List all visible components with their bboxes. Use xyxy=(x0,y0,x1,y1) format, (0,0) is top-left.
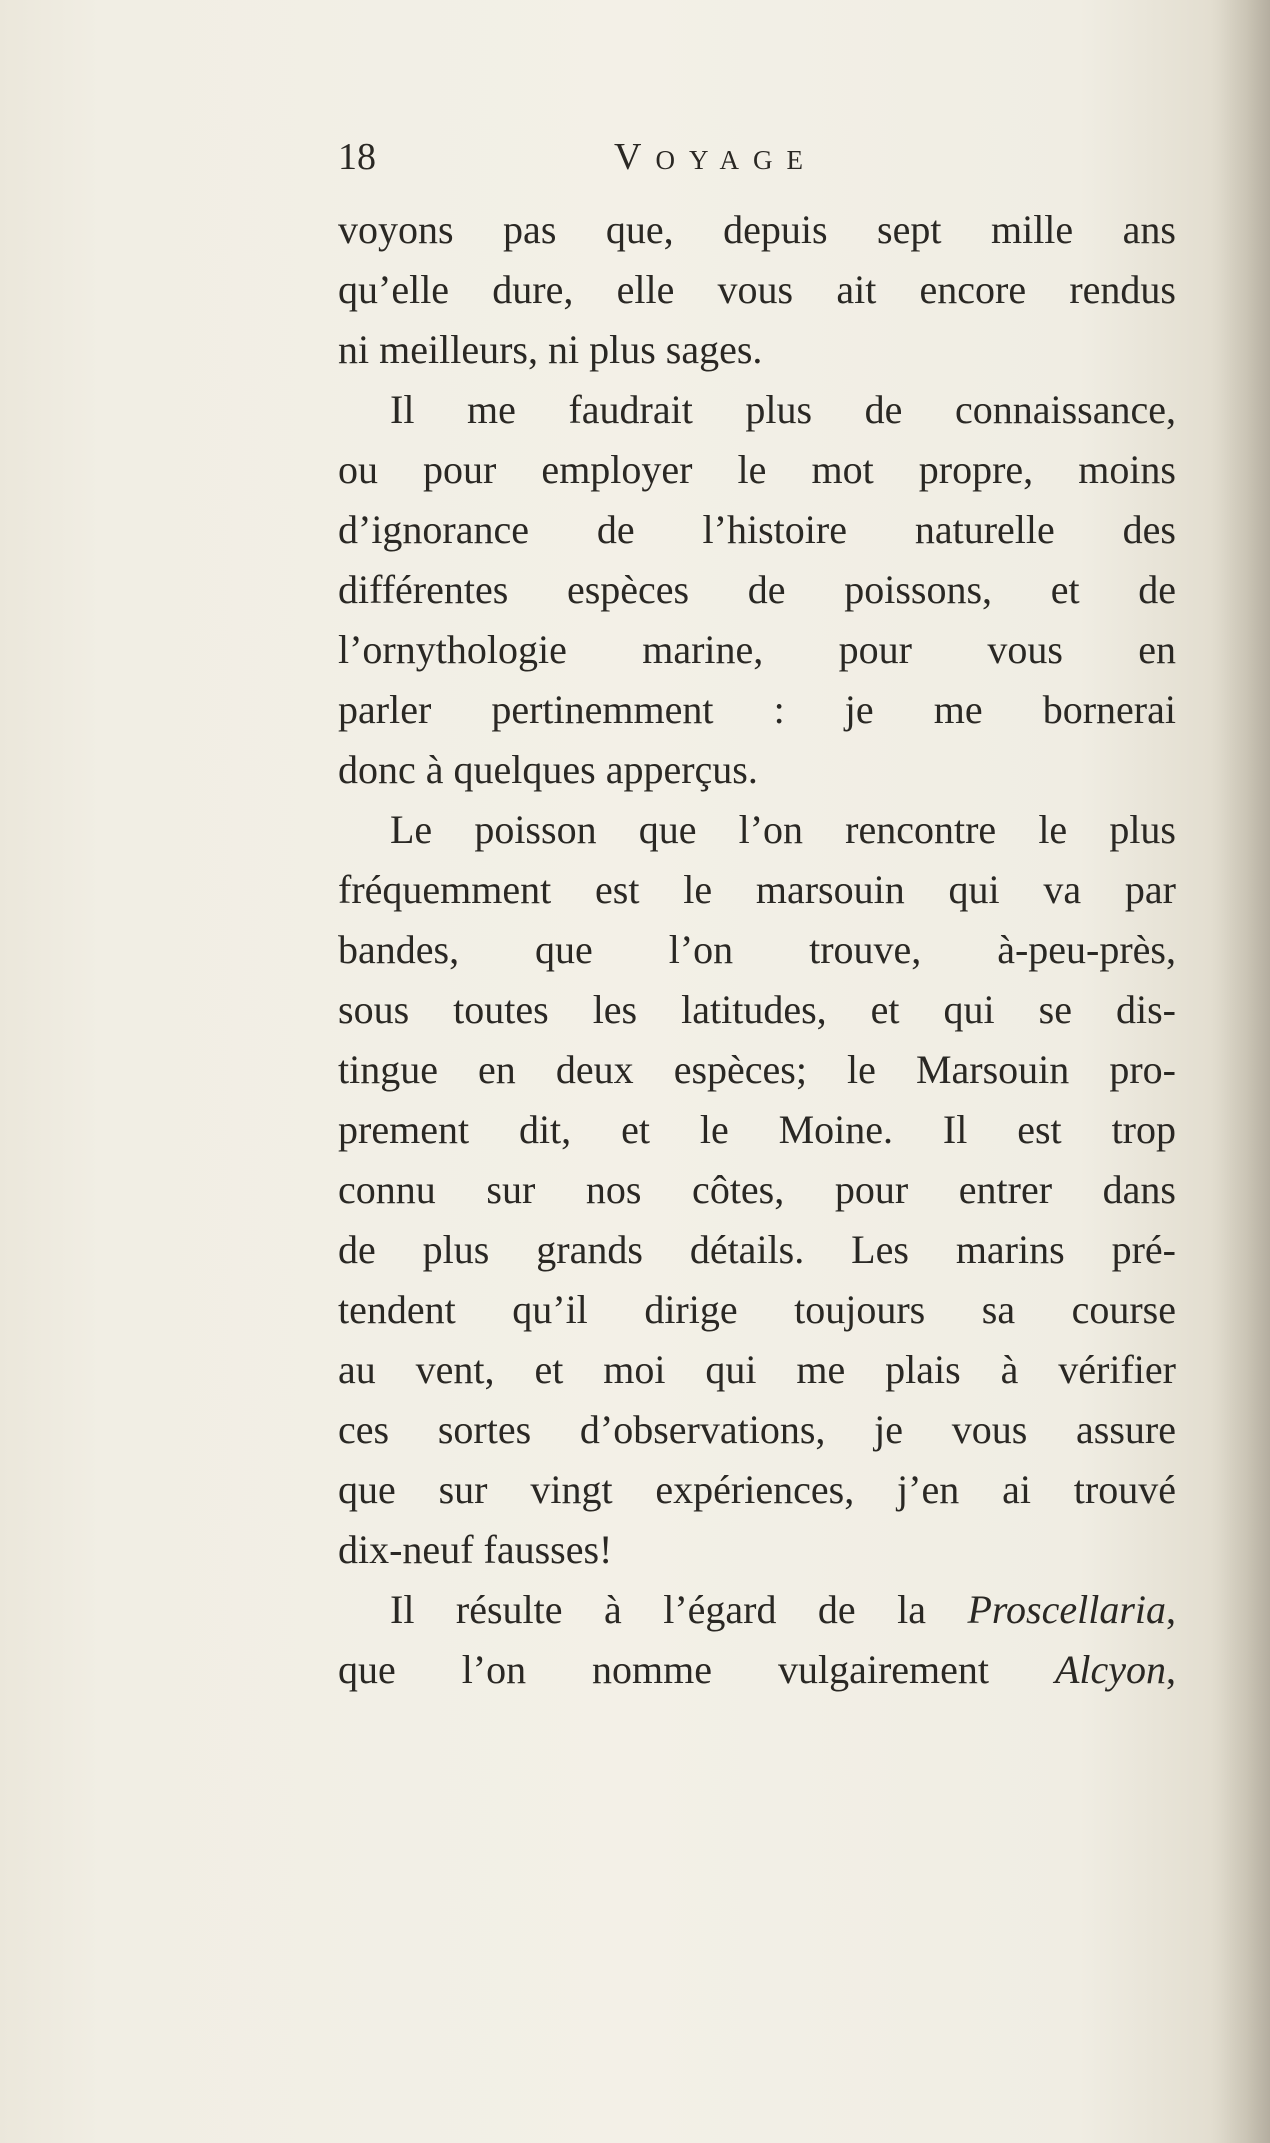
text-line: parler pertinemment : je me bornerai xyxy=(338,687,1176,732)
text-line: que sur vingt expériences, j’en ai trouvé xyxy=(338,1467,1176,1512)
italic-term-alcyon: Alcyon xyxy=(1054,1647,1166,1692)
text-line: tingue en deux espèces; le Marsouin pro- xyxy=(338,1047,1176,1092)
text-line xyxy=(338,1640,1176,1700)
page-edge-shadow xyxy=(1210,0,1270,2143)
text-line: au vent, et moi qui me plais à vérifier xyxy=(338,1347,1176,1392)
line-punctuation: , xyxy=(1166,1647,1176,1692)
text-line: de plus grands détails. Les marins pré- xyxy=(338,1227,1176,1272)
text-line: tendent qu’il dirige toujours sa course xyxy=(338,1287,1176,1332)
text-line: qu’elle dure, elle vous ait encore rendus xyxy=(338,267,1176,312)
text-line xyxy=(338,1580,1176,1640)
text-line: sous toutes les latitudes, et qui se dis- xyxy=(338,987,1176,1032)
line-punctuation: , xyxy=(1166,1587,1176,1632)
text-line: connu sur nos côtes, pour entrer dans xyxy=(338,1167,1176,1212)
text-line: dix-neuf fausses! xyxy=(338,1527,613,1572)
text-line: Il me faudrait plus de connaissance, xyxy=(390,387,1176,432)
text-line: fréquemment est le marsouin qui va par xyxy=(338,867,1176,912)
text-line: différentes espèces de poissons, et de xyxy=(338,567,1176,612)
page-number: 18 xyxy=(338,136,376,178)
line-text: que l’on nomme vulgairement xyxy=(338,1647,1055,1692)
running-head xyxy=(338,132,1178,182)
text-line: ces sortes d’observations, je vous assure xyxy=(338,1407,1176,1452)
text-line: prement dit, et le Moine. Il est trop xyxy=(338,1107,1176,1152)
text-line: d’ignorance de l’histoire naturelle des xyxy=(338,507,1176,552)
text-line: bandes, que l’on trouve, à-peu-près, xyxy=(338,927,1176,972)
text-line: ni meilleurs, ni plus sages. xyxy=(338,327,763,372)
body-text xyxy=(338,200,1176,1700)
text-line: voyons pas que, depuis sept mille ans xyxy=(338,207,1176,252)
text-line: ou pour employer le mot propre, moins xyxy=(338,447,1176,492)
line-text: Il résulte à l’égard de la xyxy=(390,1587,968,1632)
text-line: l’ornythologie marine, pour vous en xyxy=(338,627,1176,672)
text-line: Le poisson que l’on rencontre le plus xyxy=(390,807,1176,852)
running-title: Voyage xyxy=(614,136,817,178)
italic-term-proscellaria: Proscellaria xyxy=(967,1587,1166,1632)
text-line: donc à quelques apperçus. xyxy=(338,747,758,792)
